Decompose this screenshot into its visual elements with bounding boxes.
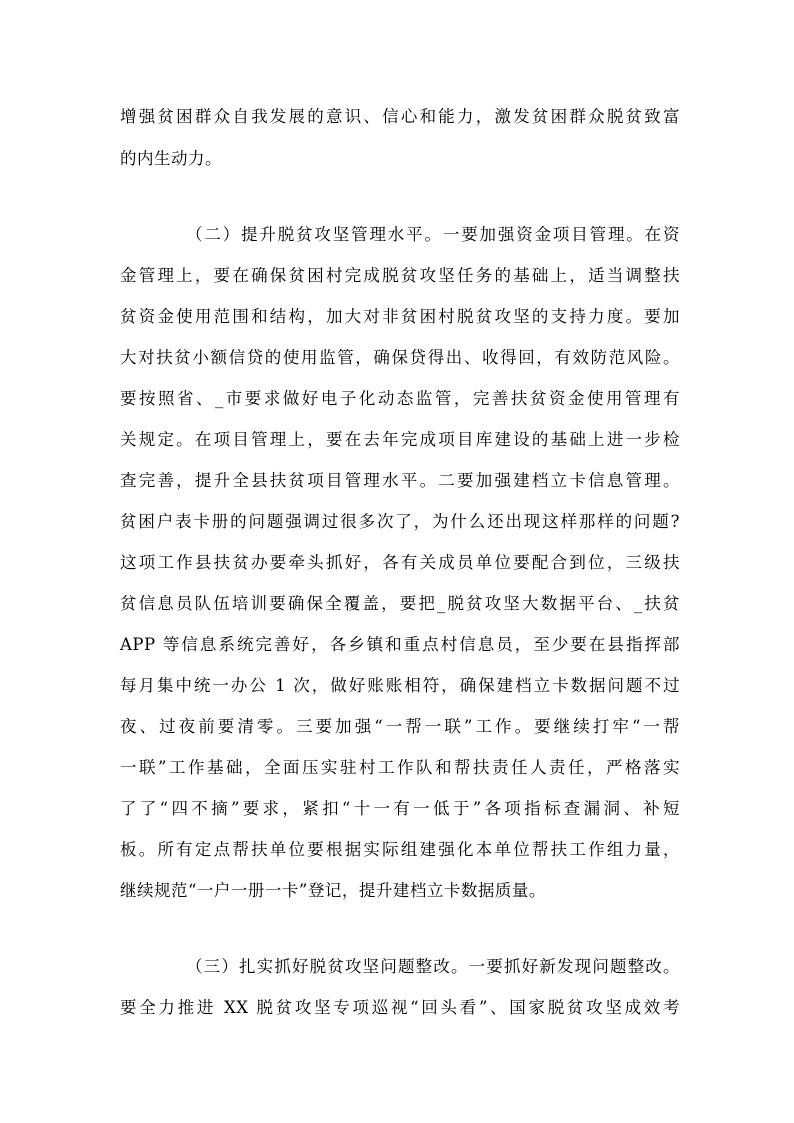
text-line: 每月集中统一办公 1 次，做好账账相符，确保建档立卡数据问题不过 [120, 676, 680, 695]
text-line: 这项工作县扶贫办要牵头抓好，各有关成员单位要配合到位，三级扶 [120, 553, 680, 572]
text-line: 关规定。在项目管理上，要在去年完成项目库建设的基础上进一步检 [120, 430, 680, 449]
text-line: 增强贫困群众自我发展的意识、信心和能力，激发贫困群众脱贫致富 [120, 107, 680, 126]
text-line: 继续规范“一户一册一卡”登记，提升建档立卡数据质量。 [120, 881, 546, 900]
text-line: 要全力推进 XX 脱贫攻坚专项巡视“回头看”、国家脱贫攻坚成效考 [120, 998, 680, 1017]
text-line: 夜、过夜前要清零。三要加强“一帮一联”工作。要继续打牢“一帮 [120, 717, 680, 736]
text-line: 了了“四不摘”要求，紧扣“十一有一低于”各项指标查漏洞、补短 [120, 799, 680, 818]
text-line: 贫困户表卡册的问题强调过很多次了，为什么还出现这样那样的问题? [120, 512, 680, 531]
text-line: 一联”工作基础，全面压实驻村工作队和帮扶责任人责任，严格落实 [120, 758, 680, 777]
text-line: 查完善，提升全县扶贫项目管理水平。二要加强建档立卡信息管理。 [120, 471, 680, 490]
text-line: 的内生动力。 [120, 149, 222, 168]
text-line: （二）提升脱贫攻坚管理水平。一要加强资金项目管理。在资 [186, 225, 680, 244]
text-line: APP 等信息系统完善好，各乡镇和重点村信息员，至少要在县指挥部 [120, 635, 680, 654]
text-line: 贫资金使用范围和结构，加大对非贫困村脱贫攻坚的支持力度。要加 [120, 307, 680, 326]
text-line: 金管理上，要在确保贫困村完成脱贫攻坚任务的基础上，适当调整扶 [120, 266, 680, 285]
text-line: 要按照省、_市要求做好电子化动态监管，完善扶贫资金使用管理有 [120, 389, 680, 408]
text-line: 板。所有定点帮扶单位要根据实际组建强化本单位帮扶工作组力量， [120, 840, 680, 859]
text-line: （三）扎实抓好脱贫攻坚问题整改。一要抓好新发现问题整改。 [186, 957, 680, 976]
text-line: 大对扶贫小额信贷的使用监管，确保贷得出、收得回，有效防范风险。 [120, 348, 680, 367]
text-line: 贫信息员队伍培训要确保全覆盖，要把_脱贫攻坚大数据平台、_扶贫 [120, 594, 680, 613]
